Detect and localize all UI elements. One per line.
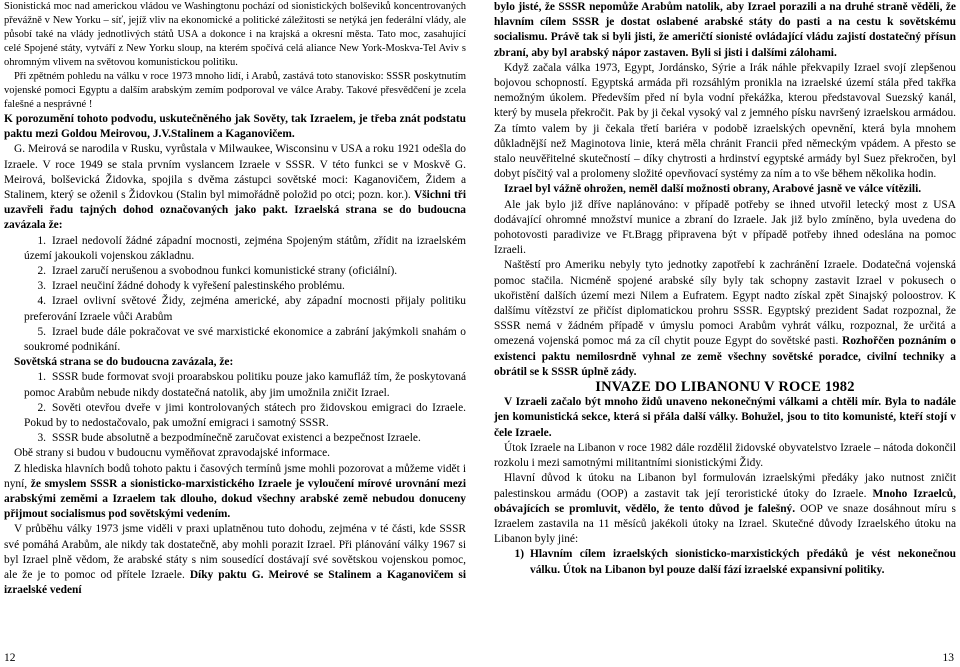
- list-text: Izrael zaručí nerušenou a svobodnou funkci komunistické strany (oficiální).: [52, 265, 398, 278]
- paragraph: Obě strany si budou v budoucnu vyměňovat zpravodajské informace.: [14, 447, 331, 460]
- list-text: Hlavním cílem izraelských sionisticko-marxistických předáků je vést nekonečnou válku. Útok na Libanon byl pouze další fází izraelské expansivní politiky.: [530, 548, 956, 576]
- left-page: [4, 0, 466, 599]
- paragraph-text: Naštěstí pro Ameriku nebyly tyto jednotky zapotřebí k zachránění Izraele. Dodatečná vojenská pomoc stačila. Nicméně spojené arabské síly byly tak schopny zastavit Izrael v pokusech o ukořistění dalších území mezi Nilem a Eufratem. Egypt nadto získal zpět Sinajský poloostrov. K dalšímu vítězství ze přičíst diplomatickou prohru SSSR. Egyptský prezident Sadat rozpoznal, že SSSR nemá v žádném případě v úmyslu pomoci Arabům vyhrát válku, rozpoznal, že určitá a omezená vojenská pomoc má za cíl chytit pouze Egypt do sovětské pasti.: [494, 259, 956, 348]
- bold-text: Díky paktu G. Meirové se Stalinem a Kaganovičem si izraelské vedení: [4, 569, 467, 597]
- list-text: SSSR bude formovat svoji proarabskou politiku pouze jako kamufláž tím, že poskytovaná pomoc Arabům nebude nikdy dostatečná natolik, aby jim umožnila zničit Izrael.: [24, 371, 466, 399]
- bold-text: že smyslem SSSR a sionisticko-marxistického Izraele je vyloučení mírové urovnání mezi arabskými zeměmi a Izraelem tak dlouho, dokud všechny arabské země nebudou donuceny přijmout socialismus pod sovětskými vedením.: [4, 477, 466, 521]
- list-number: 5.: [37, 325, 46, 338]
- bold-text: V Izraeli začalo být mnoho židů unaveno nekonečnými válkami a chtěli mír. Byla to nadále jen komunistická sekce, která si přála další války. Bohužel, jsou to tito komunisté, kteří stojí v čele Izraele.: [494, 396, 956, 439]
- list-item: [4, 370, 466, 400]
- paragraph-text: OOP ve snaze dosáhnout míru s Izraelem zastavila na 11 měsíců jakékoli útoky na Izrael. Skutečné důvody Izraelského útoku na Libanon byly jiné:: [494, 502, 956, 546]
- list-item: [4, 401, 466, 431]
- paragraph: [4, 462, 466, 523]
- list-item: [494, 547, 956, 577]
- list-item: [4, 234, 466, 264]
- list-number: 4.: [37, 295, 46, 308]
- bold-text: K porozumění tohoto podvodu, uskutečněného jak Sověty, tak Izraelem, je třeba znát podstatu paktu mezi Goldou Meirovou, J.V.Stalinem a Kaganovičem.: [4, 113, 466, 141]
- list-text: Izrael neučiní žádné dohody k vyřešení palestinského problému.: [52, 280, 345, 293]
- list-text: Izrael nedovolí žádné západní mocnosti, zejména Spojeným státům, zřídit na izraelském území jakoukoli vojenskou základnu.: [24, 234, 466, 262]
- bold-text: Izrael byl vážně ohrožen, neměl další možnosti obrany, Arabové jasně ve válce vítězili.: [504, 183, 922, 196]
- list-item: [4, 325, 466, 355]
- list-number: 1.: [37, 371, 46, 384]
- paragraph-text: Tato moc, zasahující celé Spojené státy, vytváří z New Yorku sloup, na kterém spočívá celá aliance New York-Moskva-Tel Aviv s ohromným vlivem na světovou komunistickou politiku.: [4, 29, 466, 68]
- bold-text: Sovětská strana se do budoucna zavázala, že:: [14, 356, 234, 369]
- paragraph-text: Hlavní důvod k útoku na Libanon byl formulován izraelskými předáky jako nutnost zničit palestinskou armádu (OOP) a zastavit tak její teroristické útoky do Izraele.: [494, 472, 956, 500]
- list-number: 1.: [37, 234, 46, 247]
- bold-text: Rozhořčen poznáním o existenci paktu nemilosrdně vyhnal ze země všechny sovětské poradce, civilní techniky a obrátil se k SSSR úplně zády.: [494, 335, 957, 378]
- bold-text: Mnoho Izraelců, obávajících se promluvit, vědělo, že tento důvod je falešný.: [494, 487, 956, 515]
- paragraph: Ale jak bylo již dříve naplánováno: v případě potřeby se ihned utvořil letecký most z USA dodávající ohromné množství munice a zbraní do Izraele. Jak již bylo zmíněno, byla uvedena do pohotovosti paradivize ve Ft.Bragg připravena být v případě potřeby ihned odeslána na pomoc Izraeli.: [494, 198, 956, 257]
- soviet-commitments-list: [4, 370, 466, 446]
- list-item: [4, 431, 466, 446]
- paragraph: [494, 182, 956, 197]
- bold-text: bylo jisté, že SSSR nepomůže Arabům natolik, aby Izrael porazili a na druhé straně věděli, že hlavním cílem SSSR je dostat oslabené arabské státy do pasti a na cestu k sovětskému socialismu. Právě tak si byli jisti, že američtí sionisté ovládající vládu zajistí dostatečný přísun zbraní, aby byl arabský nápor zastaven. Byli si jisti i dalšími zálohami.: [494, 1, 956, 59]
- paragraph: [494, 258, 956, 380]
- list-text: Sověti otevřou dveře v jimi kontrolovaných státech pro židovskou emigraci do Izraele. Pokud by to nedostačovalo, pak umožní emigraci i samotný SSSR.: [24, 401, 466, 430]
- section-title: INVAZE DO LIBANONU V ROCE 1982: [595, 379, 855, 396]
- paragraph: Při zpětném pohledu na válku v roce 1973 mnoho lidí, i Arabů, zastává toto stanovisko: SSSR poskytnutím vojenské pomoci Egyptu a dalším arabským zemím podporoval ve válce Araby. Takové přesvědčení je zcela falešné a nesprávné !: [4, 71, 466, 110]
- paragraph-text: Sionistická moc nad americkou vládou ve Washingtonu pochází od sionistických bolševiků koncentrovaných převážně v New Yorku – síť, jejíž vliv na ekonomické a politické záležitosti se netýká jen federální vlády, ale působí také na vlády jednotlivých států USA a dokonce i na krajská a okresní města.: [4, 1, 466, 40]
- paragraph: Útok Izraele na Libanon v roce 1982 dále rozdělil židovské obyvatelstvo Izraele – nátoda dokončil rozkolu i mezi samotnými militantními sionistickými Židy.: [494, 441, 956, 470]
- paragraph: [4, 0, 466, 70]
- list-number: 3.: [37, 432, 46, 445]
- list-number: 2.: [37, 401, 46, 414]
- paragraph: [494, 471, 956, 547]
- page-number-right: 13: [942, 652, 954, 664]
- list-item: [4, 264, 466, 279]
- paragraph-text: V průběhu války 1973 jsme viděli v praxi uplatněnou tuto dohodu, zejména v té části, kde SSSR své pomáhá Arabům, ale nikdy tak dostatečně, aby mohli porazit Izrael. Při plánování války 1967 si byl Izrael plně vědom, že arabské státy s nim sousedící dostávají své sovětskou vojenskou pomoc, ale že je to pomoc od přítele Izraele.: [4, 523, 466, 582]
- list-item: [4, 279, 466, 294]
- attack-reasons-list: [494, 547, 956, 577]
- section-heading: [4, 355, 466, 370]
- paragraph: [494, 0, 956, 61]
- israel-commitments-list: [4, 234, 466, 356]
- paragraph: [4, 142, 466, 233]
- list-text: Izrael ovlivní světové Židy, zejména americké, aby západní mocnosti přijaly politiku preferování Izraele vůči Arabům: [24, 295, 466, 323]
- paragraph: [4, 522, 466, 598]
- list-text: Izrael bude dále pokračovat ve své marxistické ekonomice a zabrání jakýmkoli snahám o soukromé podnikání.: [24, 325, 466, 354]
- paragraph: [494, 395, 956, 441]
- list-number: 1): [514, 548, 524, 561]
- right-page: [494, 0, 956, 578]
- list-item: [4, 294, 466, 324]
- paragraph: [4, 112, 466, 142]
- list-number: 2.: [37, 265, 46, 278]
- paragraph-text: G. Meirová se narodila v Rusku, vyrůstala v Milwaukee, Wisconsinu v USA a roku 1921 odešla do Izraele. V roce 1949 se stala prvním vyslancem Izraele v SSSR. V této funkci se v Moskvě G. Meirová, bolševická Židovka, spojila s dvěma zástupci sovětské moci: Kaganovičem, Židem a Stalinem, který se oženil s Židovkou (Stalin byl mimořádně položid po otci; pozn. kor.).: [4, 143, 466, 202]
- bold-text: Všichni tři uzavřeli řadu tajných dohod označovaných jako pakt. Izraelská strana se do budoucna zavázala že:: [4, 189, 466, 232]
- list-number: 3.: [37, 280, 46, 293]
- paragraph-text: Z hlediska hlavních bodů tohoto paktu i časových termínů jsme mohli pozorovat a můžeme vidět i nyní,: [4, 462, 466, 490]
- paragraph: Když začala válka 1973, Egypt, Jordánsko, Sýrie a Irák náhle překvapily Izrael svojí zlepšenou bojovou schopností. Egyptská armáda při rozsáhlým pronikla na izraelské území stála před takřka nemožným úkolem. Především před ní byla vodní překážka, kterou představoval Suezský kanál, který by musela překročit. Pak by ji čekal vysoký val z jemného písku navršený izraelskou armádou. Za tímto valem by ji čekala třetí bariéra v podobě izraelských opevnění, která byla mnohem důkladnější než Maginotova linie, která měla chránit Francii před německým vpádem. A přesto se stalo neuvěřitelné skutečností – díky chytrosti a hrdinství egyptské armády byl Suez překročen, byl dobyt písčitý val a prolomeny složité opevňovací systémy za ním a to vše během několika hodin.: [494, 61, 956, 181]
- page-number-left: 12: [4, 652, 16, 664]
- list-text: SSSR bude absolutně a bezpodmínečně zaručovat existenci a bezpečnost Izraele.: [52, 432, 421, 445]
